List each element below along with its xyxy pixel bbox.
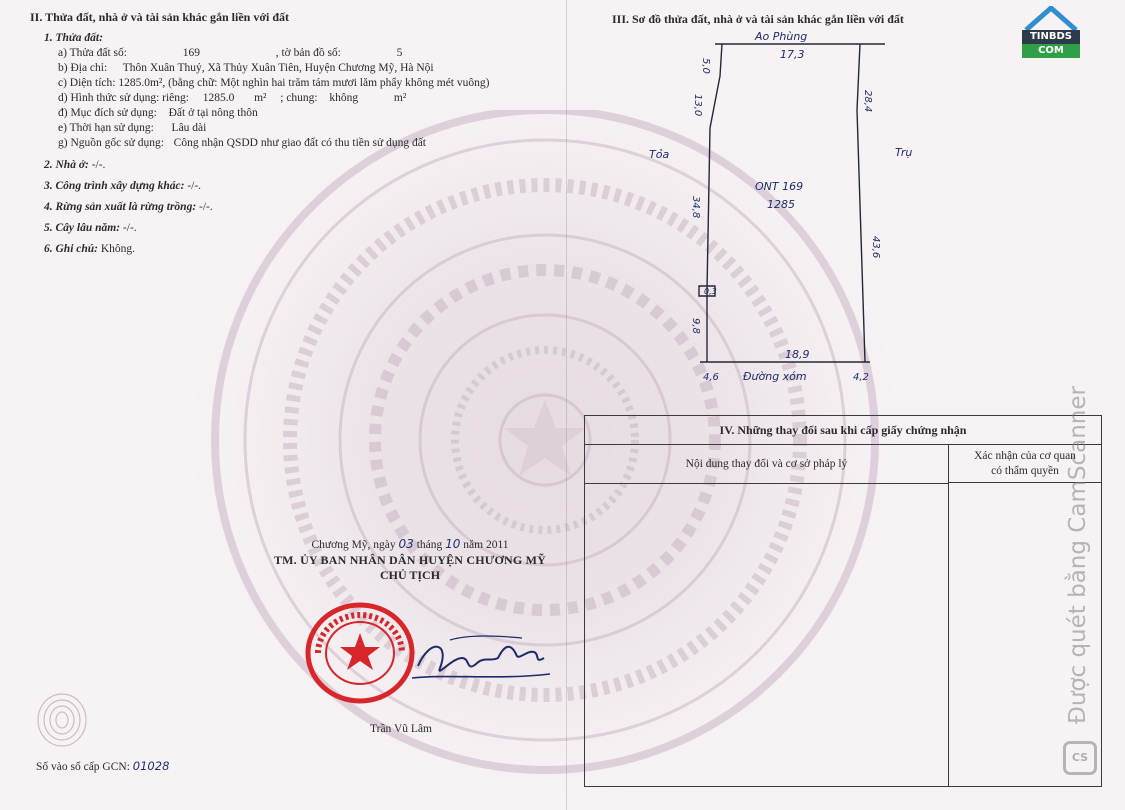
- signature: [410, 628, 560, 688]
- plan-left-mid-edge: 34,8: [690, 196, 701, 219]
- term-row: [30, 121, 570, 136]
- map-sheet-value: 5: [396, 47, 403, 59]
- plan-top-label: Ao Phùng: [755, 30, 808, 43]
- shared-area-label: ; chung:: [280, 92, 318, 104]
- private-area-unit: m²: [254, 92, 267, 104]
- plan-left-low-edge: 9,8: [690, 318, 701, 334]
- certificate-number-value: 01028: [132, 759, 170, 773]
- section-title-plan: III. Sơ đồ thửa đất, nhà ở và tài sản khác gắn liền với đất: [612, 12, 904, 26]
- fingerprint-mark: [32, 690, 92, 750]
- confirmation-header-line2: có thẩm quyền: [991, 465, 1059, 477]
- note-label: 6. Ghi chú:: [44, 243, 98, 255]
- perennial-row: [30, 221, 570, 236]
- plan-right-edge-upper: 28,4: [862, 90, 873, 113]
- forest-value: -/-.: [199, 201, 213, 213]
- purpose-value: Đất ở tại nông thôn: [168, 107, 258, 119]
- plan-parcel-area: 1285: [767, 198, 795, 211]
- note-row: [30, 242, 570, 257]
- note-value: Không.: [100, 243, 136, 255]
- plan-east-label: Trụ: [895, 146, 913, 159]
- land-info-section: [30, 10, 570, 257]
- address-value: Thôn Xuân Thuỷ, Xã Thủy Xuân Tiên, Huyện Chương Mỹ, Hà Nội: [122, 62, 434, 74]
- term-label: e) Thời hạn sử dụng:: [58, 122, 154, 134]
- parcel-number-value: 169: [182, 47, 200, 59]
- plan-top-edge: 17,3: [780, 48, 805, 61]
- shared-area-value: không: [329, 92, 359, 104]
- purpose-row: [30, 106, 570, 121]
- forest-label: 4. Rừng sản xuất là rừng trồng:: [44, 201, 197, 213]
- shared-area-unit: m²: [393, 92, 407, 104]
- forest-row: [30, 200, 570, 215]
- logo-bottom-text: COM: [1022, 44, 1080, 58]
- area-text: c) Diện tích: 1285.0m², (bằng chữ: Một nghìn hai trăm tám mươi lăm phẩy không mét vuông): [58, 77, 490, 89]
- signing-date: [230, 536, 590, 553]
- house-roof-icon: [1022, 6, 1080, 32]
- construction-value: -/-.: [187, 180, 202, 192]
- plan-road-label: Đường xóm: [743, 370, 807, 383]
- purpose-label: đ) Mục đích sử dụng:: [58, 107, 157, 119]
- term-value: Lâu dài: [171, 122, 207, 134]
- plan-road-left: 4,6: [703, 372, 719, 383]
- perennial-label: 5. Cây lâu năm:: [44, 222, 121, 234]
- plan-west-label: Tỏa: [649, 148, 670, 161]
- signing-block: [230, 536, 590, 583]
- construction-row: [30, 179, 570, 194]
- origin-row: [30, 136, 570, 151]
- certificate-number-row: [36, 759, 169, 773]
- changes-table: [584, 415, 1102, 787]
- signing-month-label: tháng: [416, 539, 443, 551]
- house-value: -/-.: [91, 159, 106, 171]
- signing-day: 03: [398, 537, 414, 551]
- plan-left-upper-edge: 13,0: [692, 94, 703, 117]
- signing-organization: TM. ỦY BAN NHÂN DÂN HUYỆN CHƯƠNG MỸ: [273, 553, 547, 567]
- certificate-number-label: Số vào sổ cấp GCN:: [36, 761, 130, 773]
- plan-right-edge-lower: 43,6: [870, 236, 881, 259]
- usage-form-label: d) Hình thức sử dụng: riêng:: [58, 92, 189, 104]
- house-label: 2. Nhà ở:: [44, 159, 89, 171]
- plan-parcel-code: ONT 169: [755, 180, 804, 193]
- construction-label: 3. Công trình xây dựng khác:: [44, 180, 185, 192]
- signing-title: CHỦ TỊCH: [379, 568, 441, 582]
- address-row: [30, 61, 570, 76]
- parcel-heading: 1. Thửa đất:: [44, 32, 103, 44]
- signer-name: Trần Vũ Lâm: [370, 723, 432, 735]
- perennial-value: -/-.: [122, 222, 137, 234]
- usage-form-row: [30, 91, 570, 106]
- signing-place: Chương Mỹ, ngày: [311, 539, 396, 551]
- house-row: [30, 158, 570, 173]
- changes-table-title: IV. Những thay đổi sau khi cấp giấy chứng nhận: [585, 416, 1101, 445]
- plan-road-right: 4,2: [853, 372, 869, 383]
- plan-left-small-edge: 0,3: [704, 287, 717, 296]
- parcel-number-label: a) Thửa đất số:: [58, 47, 127, 59]
- logo-top-text: TINBDS: [1022, 30, 1080, 44]
- plan-bottom-edge: 18,9: [785, 348, 810, 361]
- land-parcel-diagram: [595, 28, 955, 398]
- camscanner-icon: CS: [1063, 741, 1097, 775]
- area-row: [30, 76, 548, 91]
- changes-col-content-header: Nội dung thay đổi và cơ sở pháp lý: [585, 445, 949, 484]
- tinbds-logo: [1022, 6, 1080, 62]
- map-sheet-label: , tờ bản đồ số:: [275, 47, 341, 59]
- confirmation-header-line1: Xác nhận của cơ quan: [974, 450, 1076, 462]
- origin-value: Công nhận QSDD như giao đất có thu tiền sử dụng đất: [173, 137, 426, 149]
- official-seal: [302, 600, 422, 706]
- section-title-land: II. Thửa đất, nhà ở và tài sản khác gắn liền với đất: [30, 10, 290, 24]
- plan-left-top-edge: 5,0: [700, 58, 711, 74]
- address-label: b) Địa chỉ:: [58, 62, 108, 74]
- origin-label: g) Nguồn gốc sử dụng:: [58, 137, 164, 149]
- private-area-value: 1285.0: [202, 92, 235, 104]
- parcel-number-row: [30, 46, 570, 61]
- signing-month: 10: [445, 537, 461, 551]
- changes-table-divider: [948, 483, 949, 786]
- camscanner-watermark: Được quét bằng CamScanner: [1065, 386, 1091, 724]
- signing-year: năm 2011: [463, 539, 509, 551]
